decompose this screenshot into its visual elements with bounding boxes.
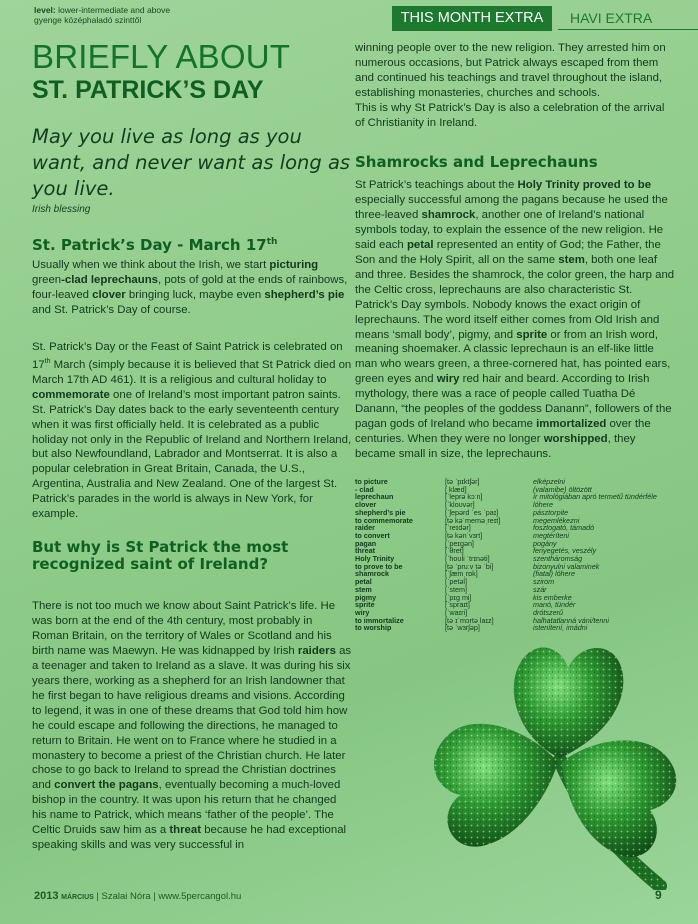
text-run: red hair and beard. According to Irish mythology, there was a race of people called Tuatha Dé Danann, “the peoples of the goddess Danann”, followers of the pagan gods of Ireland who became [355, 373, 672, 431]
vocab-pronunciation: [tə ˈpɪktʃər] [445, 477, 480, 486]
vocab-term: petal [406, 238, 434, 251]
vocab-row [355, 563, 683, 571]
vocab-word: to prove to be [355, 561, 403, 571]
text-run: , both one leaf and three. Besides the shamrock, the color green, the harp and the Celtic cross, leprechauns are also characteristic St. Patrick’s Day symbols. Nobody knows the exact origin of leprechauns. The word itself either comes from Old Irish and means ‘small body’, pigmy, and [355, 253, 675, 341]
vocab-translation: fenyegetés, veszély [533, 546, 597, 556]
vocab-row [355, 478, 683, 486]
vocab-pronunciation: [ˈpeɪɡən] [445, 538, 474, 548]
vocab-pronunciation: [ˈʃæmˌrɒk] [445, 569, 478, 579]
tag-underline [558, 29, 698, 30]
vocab-translation: pogány [533, 538, 557, 548]
vocab-word: - clad [355, 484, 374, 494]
vocab-pronunciation: [tə ɪˈmɔrtə laɪz] [445, 615, 494, 625]
vocab-pronunciation: [ˈpɪɡ mi] [445, 592, 472, 602]
vocab-term: wiry [436, 373, 460, 386]
vocab-pronunciation: [ˈwaɪri] [445, 607, 468, 617]
vocab-pronunciation: [ klæd] [445, 484, 467, 494]
vocab-pronunciation: [ˈʃepərd ˈes ˈpaɪ] [445, 507, 499, 517]
vocab-term: threat [169, 824, 202, 837]
vocab-pronunciation: [tə ˈwɜrʃəp] [445, 623, 480, 633]
vocab-word: to immortalize [355, 615, 404, 625]
vocab-word: petal [355, 577, 372, 587]
vocab-translation: (fiatal) lóhere [533, 569, 575, 579]
text-sup: th [44, 357, 51, 365]
glitter-shamrock-icon [410, 590, 698, 890]
section-tag-hu: HAVI EXTRA [570, 10, 653, 26]
vocab-term: worshipped [543, 433, 608, 446]
vocab-term: picturing [269, 259, 319, 271]
text-run: There is not too much we know about Saint Patrick’s life. He was born at the end of the 4th century, most probably in Roman Britain, on the territory of Wales or Scotland and his birth name was Maewyn. He was kidnapped by Irish [32, 600, 336, 657]
text-run: especially successful among the pagans because he used the three-leaved [355, 193, 668, 221]
text-run: St Patrick’s teachings about the [355, 179, 518, 191]
vocab-pronunciation: [ˈθret] [445, 546, 464, 556]
closing-sentence: This is why St Patrick’s Day is also a celebration of the arrival of Christianity in Ireland. [355, 101, 665, 129]
vocab-word: shamrock [355, 569, 389, 579]
vocab-word: clover [355, 500, 377, 510]
section-heading-march-17 [32, 232, 277, 255]
vocab-row [355, 547, 683, 555]
text-run: , eventually becoming a much-loved bishop in the country. It was upon his return that he changed his name to Patrick, which means ‘father of the people’. The Celtic Druids saw him as a [32, 779, 341, 837]
vocab-translation: drótszerű [533, 607, 563, 617]
vocab-row [355, 517, 683, 525]
text-run: , they became small in size, the leprechauns. [355, 433, 636, 461]
vocab-pronunciation: [ˈspraɪt] [445, 600, 470, 610]
vocab-row [355, 524, 683, 532]
vocab-translation: ír mitológiában apró termetű tündérféle [533, 492, 657, 502]
level-label: level: [34, 5, 56, 15]
vocab-translation: megtéríteni [533, 530, 569, 540]
vocab-row [355, 555, 683, 563]
vocab-pronunciation: [ˈkloʊvər] [445, 500, 475, 510]
text-run: bringing luck, maybe even [125, 288, 265, 301]
level-value-hu: gyenge középhaladó szinttől [34, 15, 142, 25]
vocab-term: stem [558, 253, 585, 266]
vocab-translation: szirom [533, 577, 555, 587]
vocab-row [355, 540, 683, 548]
vocab-word: pigmy [355, 592, 377, 602]
vocab-word: sprite [355, 600, 375, 610]
vocab-word: shepherd’s pie [355, 507, 406, 517]
vocab-row [355, 532, 683, 540]
vocab-word: to worship [355, 623, 392, 633]
level-info [34, 5, 170, 25]
vocab-word: threat [355, 546, 375, 556]
vocab-term: -clad leprechauns [61, 273, 158, 286]
text-run: winning people over to the new religion. They arrested him on numerous occasions, but Patrick always escaped from them and continued his teachings and travel throughout the island, establishing monasteries, churches and schools. [355, 42, 666, 99]
text-run: St. Patrick’s Day or the Feast of Saint Patrick is celebrated on 17 [32, 341, 343, 371]
vocab-pronunciation: [tə kəˈmeməˌreɪt] [445, 515, 501, 525]
vocab-pronunciation: [ˈleprə kɔːn] [445, 492, 483, 502]
page-title-line2: ST. PATRICK’S DAY [32, 76, 264, 104]
vocab-term: convert the pagans [54, 779, 159, 792]
vocab-word: to commemorate [355, 515, 413, 525]
text-run: one of Ireland’s most important patron saints. St. Patrick’s Day dates back to the early seventeenth century when it was first officially held. It is celebrated as a public holiday not only in the Republic of Ireland and Northern Ireland, but also Newfoundland, Labrador and Montserrat. It is also a popular celebration in Great Britain, Canada, the U.S., Argentina, Australia and New Zealand. One of the largest St. Patrick’s parades in the world is always in New York, for example. [32, 388, 352, 521]
text-run: because he had exceptional speaking skills and was very successful in [32, 824, 347, 852]
text-run: and St. Patrick’s Day of course. [32, 303, 191, 316]
vocab-pronunciation: [ˈreɪdər] [445, 523, 471, 533]
section-tag: THIS MONTH EXTRA [392, 6, 552, 31]
vocab-translation: istenítení, imádni [533, 623, 588, 633]
vocab-translation: fosztogató, támadó [533, 523, 595, 533]
vocab-translation: szentháromság [533, 554, 583, 564]
footer-year: 2013 [34, 890, 59, 902]
text-run: over the centuries. When they were no longer [355, 418, 651, 446]
vocab-translation: manó, tündér [533, 600, 576, 610]
page-title-line1: BRIEFLY ABOUT [32, 38, 291, 75]
vocab-translation: halhatatlanná váni/tenni [533, 615, 609, 625]
vocab-term: clover [92, 288, 126, 301]
vocab-term: shamrock [421, 208, 476, 221]
vocab-translation: pásztorpite [533, 507, 569, 517]
vocab-row [355, 570, 683, 578]
vocab-pronunciation: [tə kənˈvɜrt] [445, 530, 483, 540]
vocab-translation: kis emberke [533, 592, 572, 602]
vocab-word: to convert [355, 530, 390, 540]
page-number: 9 [655, 888, 662, 902]
feast-paragraph [32, 340, 352, 522]
text-run: March (simply because it is believed that St Patrick died on March 17th AD 461). It is a religious and cultural holiday to [32, 358, 352, 386]
vocab-translation: megemlékezni [533, 515, 580, 525]
shamrocks-paragraph [355, 178, 675, 462]
vocab-row [355, 578, 683, 586]
footer-credit: | Szalai Nóra | www.5percangol.hu [93, 891, 242, 902]
vocab-pronunciation: [tə ˈpruːv tə ˈbi] [445, 561, 494, 571]
vocab-translation: szár [533, 584, 547, 594]
vocab-translation: lóhere [533, 500, 553, 510]
text-run: , pots of gold at the ends of rainbows, four-leaved [32, 273, 348, 301]
section-heading-shamrocks: Shamrocks and Leprechauns [355, 153, 598, 171]
vocab-translation: bizonyulni valaminek [533, 561, 600, 571]
vocab-word: Holy Trinity [355, 554, 395, 564]
vocab-word: pagan [355, 538, 377, 548]
vocab-row [355, 493, 683, 501]
vocab-pronunciation: [ˈhoʊli ˈtrɪnəti] [445, 554, 490, 564]
vocab-term: immortalized [536, 418, 607, 431]
life-paragraph-continued [355, 41, 675, 131]
intro-paragraph [32, 258, 352, 318]
vocab-pronunciation: [ˈpetəl] [445, 577, 467, 587]
level-value: lower-intermediate and above [58, 5, 171, 15]
footer-month: MÁRCIUS [61, 894, 94, 901]
vocab-term: sprite [516, 328, 548, 341]
vocab-term: Holy Trinity proved to be [517, 179, 652, 191]
blessing-quote: May you live as long as you want, and never want as long as you live. [32, 125, 351, 200]
vocab-word: wiry [355, 607, 370, 617]
text-run: Usually when we think about the Irish, we start [32, 259, 270, 271]
section-heading-why-patrick: But why is St Patrick the most recognized saint of Ireland? [32, 538, 289, 573]
text-run: represented an entity of God; the Father, the Son and the Holy Spirit, all on the same [355, 238, 661, 266]
text-run: , another one of Ireland’s national symbols today, to explain the essence of the new religion. He said each [355, 208, 664, 251]
vocab-word: to picture [355, 477, 388, 486]
vocab-term: commemorate [32, 388, 110, 401]
shamrock-shape [434, 648, 676, 886]
vocab-word: leprechaun [355, 492, 394, 502]
text-run: green [32, 273, 62, 286]
text-run: or from an Irish word, meaning shoemaker. A classic leprechaun is an elf-like little man who wears green, a three-cornered hat, has pointed ears, green eyes and [355, 328, 671, 386]
vocab-pronunciation: [ˈstem] [445, 584, 467, 594]
vocab-translation: elképzelni [533, 477, 565, 486]
quote-source: Irish blessing [32, 204, 91, 215]
text-run: as a teenager and taken to Ireland as a slave. It was during his six years there, working as a shepherd for an Irish landowner that he first began to have religious dreams and visions. According to legend, it was in one of these dreams that God told him how he could escape and following the directions, he managed to return to Britain. He went on to France where he studied in a monastery to become a priest of the Christian church. He later chose to go back to Ireland to spread the Christian doctrines and [32, 644, 352, 792]
page-footer [34, 890, 241, 902]
vocab-word: raider [355, 523, 375, 533]
heading-sup: th [266, 237, 278, 247]
heading-text: St. Patrick’s Day - March 17 [32, 236, 267, 254]
vocab-word: stem [355, 584, 372, 594]
vocab-translation: (valamibe) öltözött [533, 484, 592, 494]
life-paragraph [32, 599, 352, 853]
vocab-term: shepherd’s pie [264, 288, 345, 301]
vocab-term: raiders [297, 644, 336, 657]
